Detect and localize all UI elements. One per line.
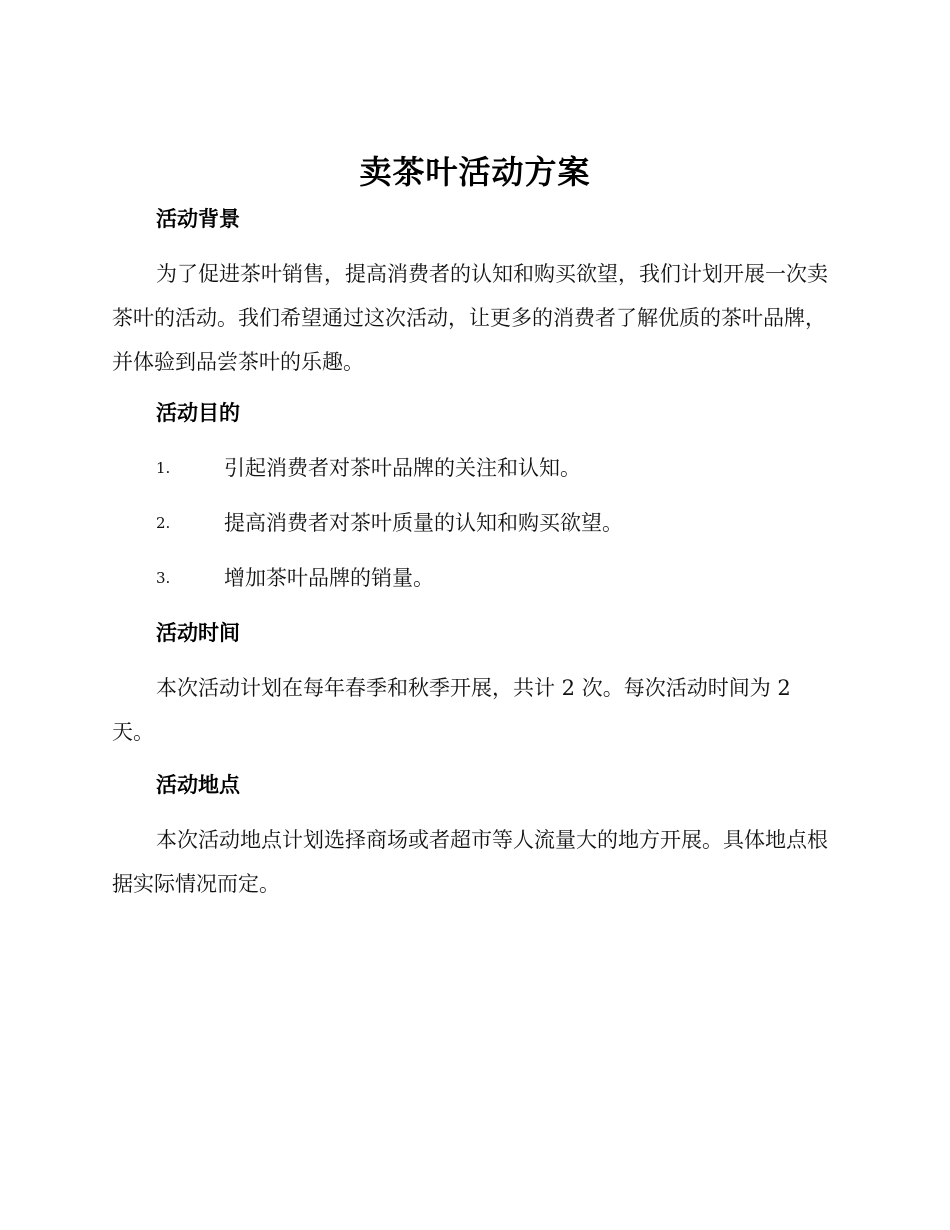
paragraph-background: 为了促进茶叶销售，提高消费者的认知和购买欲望，我们计划开展一次卖茶叶的活动。我们希望通过这次活动，让更多的消费者了解优质的茶叶品牌，并体验到品尝茶叶的乐趣。 (112, 262, 828, 374)
heading-time: 活动时间 (156, 621, 240, 645)
list-number: 1. (156, 459, 171, 477)
list-text: 提高消费者对茶叶质量的认知和购买欲望。 (224, 511, 623, 535)
document-title: 卖茶叶活动方案 (359, 153, 591, 191)
list-number: 2. (156, 514, 171, 532)
paragraph-time: 本次活动计划在每年春季和秋季开展，共计 2 次。每次活动时间为 2 天。 (112, 676, 791, 744)
list-text: 引起消费者对茶叶品牌的关注和认知。 (224, 456, 581, 480)
heading-location: 活动地点 (156, 773, 240, 797)
list-text: 增加茶叶品牌的销量。 (224, 566, 434, 590)
heading-background: 活动背景 (156, 207, 240, 231)
paragraph-location: 本次活动地点计划选择商场或者超市等人流量大的地方开展。具体地点根据实际情况而定。 (112, 828, 828, 896)
heading-purpose: 活动目的 (156, 401, 240, 425)
list-number: 3. (156, 569, 171, 587)
